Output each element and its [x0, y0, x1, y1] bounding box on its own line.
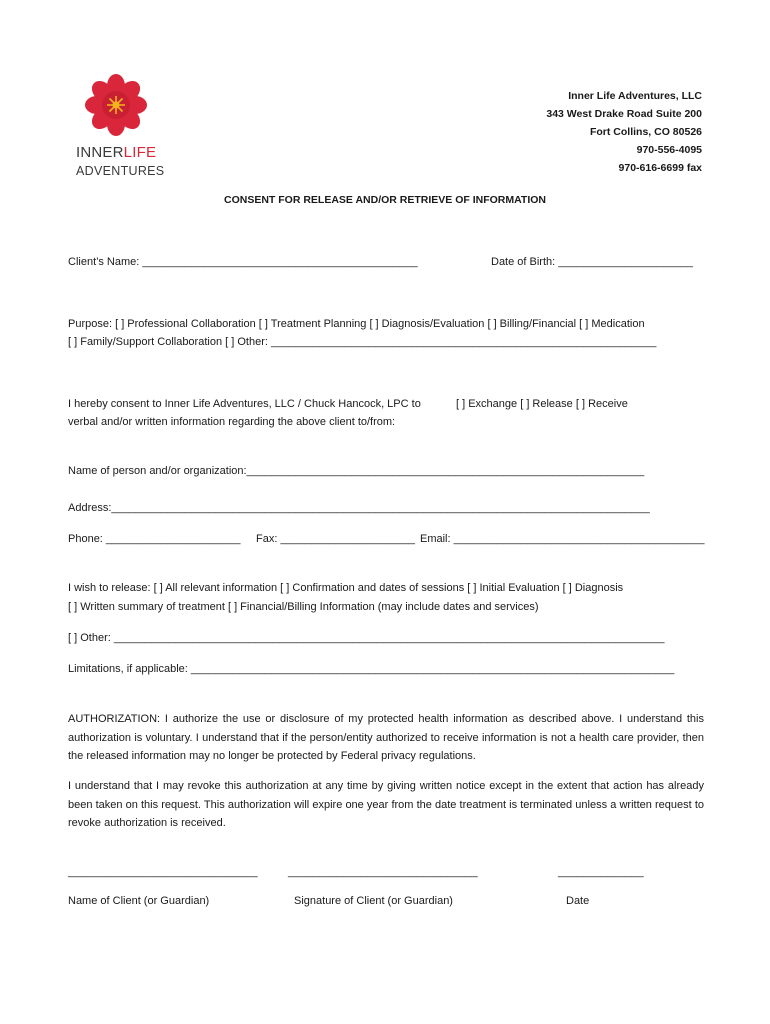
client-name-field[interactable]: Client’s Name: _____________________________________________: [68, 256, 418, 268]
company-address-1: 343 West Drake Road Suite 200: [546, 108, 702, 120]
flower-icon: [85, 74, 147, 136]
revoke-paragraph: I understand that I may revoke this authorization at any time by giving written notice except in the extent that action has already been taken on this request. This authorization will expire one year from the date treatment is terminated unless a written request to revoke authorization is received.: [68, 780, 704, 829]
company-name: Inner Life Adventures, LLC: [568, 90, 702, 102]
logo-text-life: LIFE: [123, 144, 157, 161]
logo-text-inner: INNER: [76, 144, 124, 161]
date-of-birth-field[interactable]: Date of Birth: ______________________: [491, 256, 693, 268]
other-field[interactable]: [ ] Other: __________________________________________________________________________________________: [68, 632, 665, 644]
consent-statement: I hereby consent to Inner Life Adventures, LLC / Chuck Hancock, LPC to: [68, 398, 421, 410]
company-address-2: Fort Collins, CO 80526: [589, 126, 702, 138]
purpose-options[interactable]: Purpose: [ ] Professional Collaboration [ ] Treatment Planning [ ] Diagnosis/Evaluation [ ] Billing/Financial [ ] Medication: [68, 318, 645, 330]
client-signature-label: Signature of Client (or Guardian): [294, 895, 453, 907]
company-logo: [72, 74, 172, 184]
release-options[interactable]: I wish to release: [ ] All relevant information [ ] Confirmation and dates of sessions [ ] Initial Evaluation [ ] Diagnosis: [68, 582, 624, 594]
email-field[interactable]: Email: _________________________________________: [420, 533, 705, 545]
fax-field[interactable]: Fax: ______________________: [256, 533, 416, 545]
date-label: Date: [566, 895, 590, 907]
client-name-label: Name of Client (or Guardian): [68, 895, 210, 907]
date-signature-line[interactable]: ______________: [558, 866, 644, 878]
phone-field[interactable]: Phone: ______________________: [68, 533, 241, 545]
consent-options[interactable]: [ ] Exchange [ ] Release [ ] Receive: [456, 398, 628, 410]
logo-text-adventures: ADVENTURES: [76, 164, 165, 178]
purpose-options-2[interactable]: [ ] Family/Support Collaboration [ ] Other: _______________________________________________________________: [68, 336, 657, 348]
company-fax: 970-616-6699 fax: [618, 162, 702, 174]
page-title: CONSENT FOR RELEASE AND/OR RETRIEVE OF INFORMATION: [223, 194, 546, 206]
limitations-field[interactable]: Limitations, if applicable: _______________________________________________________________________________: [68, 663, 675, 675]
client-signature-line[interactable]: _______________________________: [288, 866, 478, 878]
client-name-signature-line[interactable]: _______________________________: [68, 866, 258, 878]
authorization-paragraph: AUTHORIZATION: I authorize the use or disclosure of my protected health information as described above. I understand this authorization is voluntary. I understand that if the person/entity authorized to receive information is not a health care provider, then the released information may no longer be protected by Federal privacy regulations.: [68, 713, 704, 762]
address-field[interactable]: Address:________________________________________________________________________________________: [68, 502, 650, 514]
consent-statement-2: verbal and/or written information regarding the above client to/from:: [68, 416, 396, 428]
release-options-2[interactable]: [ ] Written summary of treatment [ ] Financial/Billing Information (may include dates and services): [68, 601, 539, 613]
recipient-name-field[interactable]: Name of person and/or organization:_________________________________________________________________: [68, 465, 645, 477]
company-phone: 970-556-4095: [636, 144, 702, 156]
